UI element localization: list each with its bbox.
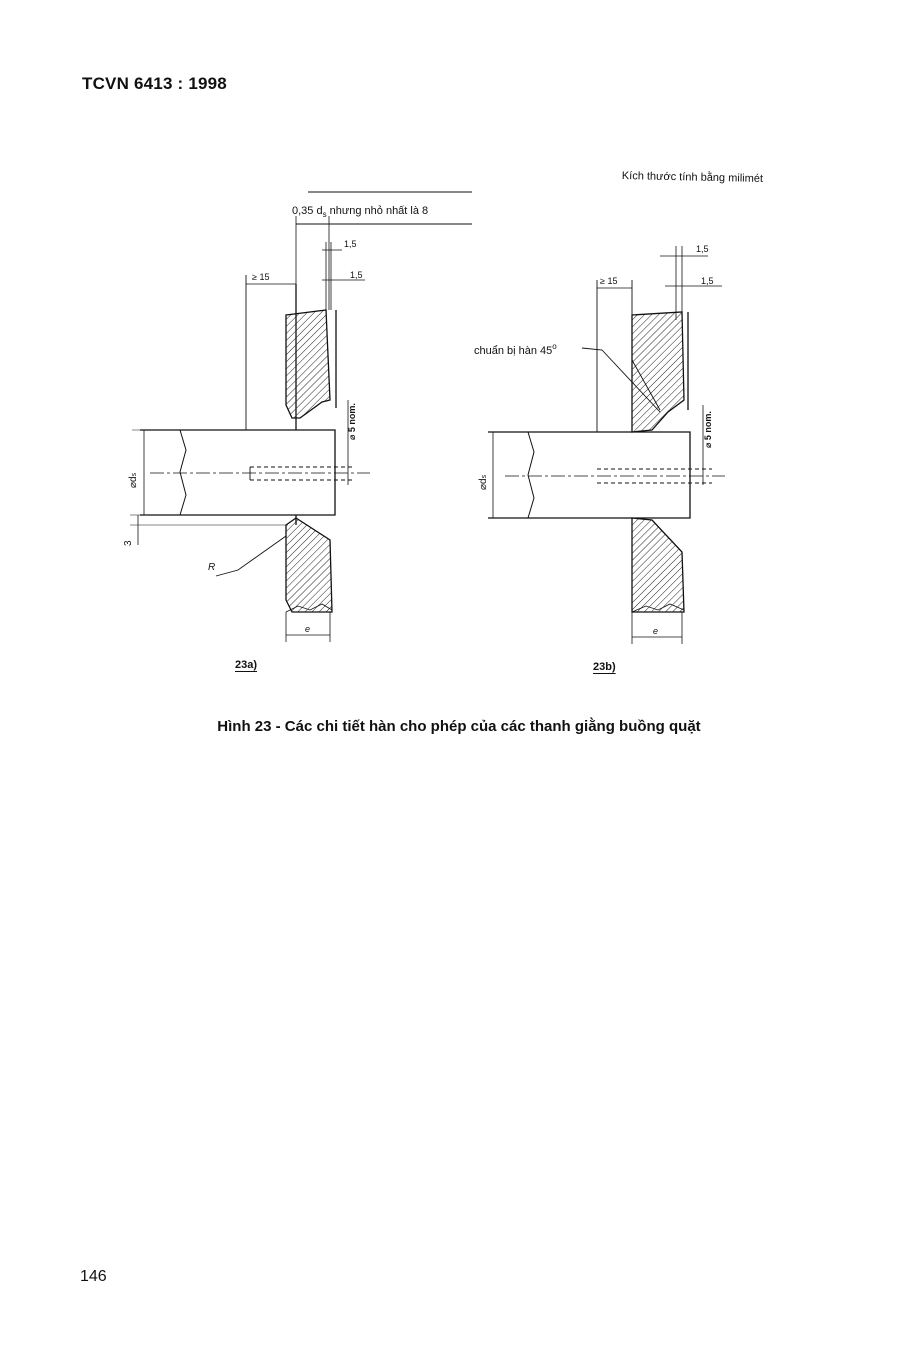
dim-1-5-upper-23b: 1,5 (696, 244, 709, 254)
figure-23 (100, 180, 820, 700)
dim-diameter-23b: ⌀ds (478, 474, 489, 490)
dim-R-23a: R (208, 562, 216, 573)
units-note: Kích thước tính bằng milimét (621, 170, 764, 185)
document-header: TCVN 6413 : 1998 (82, 74, 227, 93)
dim-1-5-lower-23b: 1,5 (701, 276, 714, 286)
weld-detail-drawing (100, 180, 820, 700)
dim-ge15-23b: ≥ 15 (600, 276, 618, 286)
dim-5nom-23b: ⌀ 5 nom. (703, 411, 713, 448)
figure-23a (130, 192, 472, 642)
dim-e-23b: e (653, 626, 659, 636)
subfigure-label-23b: 23b) (593, 661, 616, 673)
dim-top-label-23a: 0,35 $d_s$ nhưng nhỏ nhất là 8 (292, 205, 429, 219)
dim-3-23a: 3 (123, 540, 134, 546)
prep-label-23b: chuẩn bị hàn 45$^o$ (474, 342, 557, 357)
dim-1-5-upper-23a: 1,5 (344, 239, 357, 249)
dim-diameter-23a: ⌀ds (128, 472, 139, 488)
subfigure-label-23a: 23a) (235, 659, 258, 671)
figure-23b (488, 246, 725, 644)
dim-e-23a: e (305, 624, 311, 634)
dim-5nom-23a: ⌀ 5 nom. (347, 403, 357, 440)
page-number: 146 (80, 1268, 107, 1285)
dim-1-5-lower-23a: 1,5 (350, 270, 363, 280)
dim-ge15-23a: ≥ 15 (252, 272, 270, 282)
figure-caption: Hình 23 - Các chi tiết hàn cho phép của các thanh giằng buồng quặt (217, 718, 701, 735)
